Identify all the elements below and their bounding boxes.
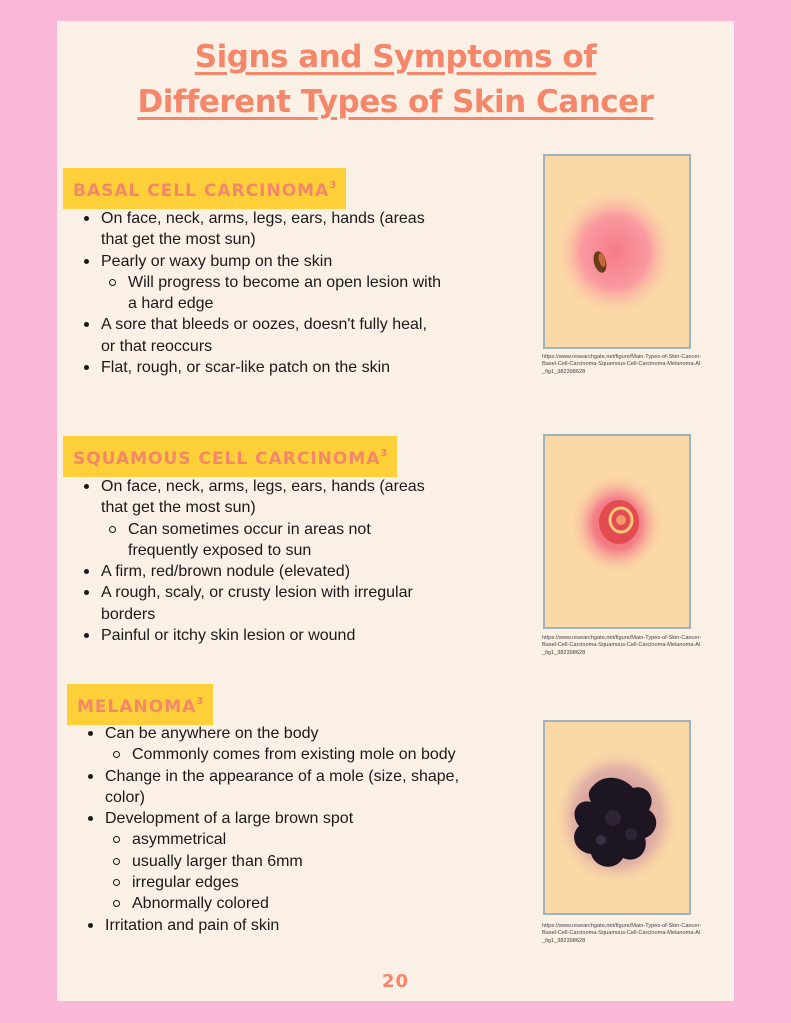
list-item: Abnormally colored	[79, 893, 459, 914]
list-item: Can be anywhere on the body	[79, 723, 459, 744]
list-item: On face, neck, arms, legs, ears, hands (areas that get the most sun)	[75, 476, 445, 519]
squamous-cell-lesion-illustration	[543, 434, 691, 629]
basal-cell-image-caption: https://www.researchgate.net/figure/Main-Types-of-Skin-Cancer-Basel-Cell-Carcinoma-Squamous-Cell-Carcinoma-Melanoma-AI_fig1_382398628	[542, 354, 702, 375]
list-item: irregular edges	[79, 872, 459, 893]
squamous-cell-symptom-list	[75, 476, 445, 646]
title-line-1: Signs and Symptoms of	[194, 39, 597, 75]
list-item: On face, neck, arms, legs, ears, hands (areas that get the most sun)	[75, 208, 445, 251]
melanoma-image-caption: https://www.researchgate.net/figure/Main-Types-of-Skin-Cancer-Basel-Cell-Carcinoma-Squamous-Cell-Carcinoma-Melanoma-AI_fig1_382398628	[542, 923, 702, 944]
list-item: asymmetrical	[79, 829, 459, 850]
list-item: Development of a large brown spot	[79, 808, 459, 829]
melanoma-heading-text: MELANOMA	[77, 697, 197, 717]
melanoma-symptom-list	[79, 723, 459, 936]
list-item: Will progress to become an open lesion with a hard edge	[75, 272, 445, 315]
list-item: A rough, scaly, or crusty lesion with irregular borders	[75, 582, 445, 625]
title-line-2: Different Types of Skin Cancer	[137, 84, 654, 120]
list-item: A firm, red/brown nodule (elevated)	[75, 561, 445, 582]
basal-cell-lesion-illustration	[543, 154, 691, 349]
basal-cell-ref: 3	[329, 180, 337, 191]
list-item: A sore that bleeds or oozes, doesn't fully heal, or that reoccurs	[75, 314, 445, 357]
list-item: Change in the appearance of a mole (size, shape, color)	[79, 766, 459, 809]
document-page	[57, 21, 734, 1001]
list-item: Commonly comes from existing mole on body	[79, 744, 459, 765]
squamous-cell-image-caption: https://www.researchgate.net/figure/Main-Types-of-Skin-Cancer-Basel-Cell-Carcinoma-Squamous-Cell-Carcinoma-Melanoma-AI_fig1_382398628	[542, 635, 702, 656]
list-item: Painful or itchy skin lesion or wound	[75, 625, 445, 646]
basal-cell-heading	[63, 168, 346, 209]
page-number: 20	[381, 971, 410, 992]
page-title	[57, 35, 734, 125]
squamous-cell-heading-text: SQUAMOUS CELL CARCINOMA	[73, 449, 381, 469]
melanoma-ref: 3	[196, 696, 204, 707]
list-item: Flat, rough, or scar-like patch on the skin	[75, 357, 445, 378]
basal-cell-heading-text: BASAL CELL CARCINOMA	[73, 181, 330, 201]
basal-cell-symptom-list	[75, 208, 445, 378]
list-item: Pearly or waxy bump on the skin	[75, 251, 445, 272]
list-item: Irritation and pain of skin	[79, 915, 459, 936]
melanoma-lesion-illustration	[543, 720, 691, 915]
list-item: usually larger than 6mm	[79, 851, 459, 872]
squamous-cell-heading	[63, 436, 397, 477]
melanoma-heading	[67, 684, 213, 725]
squamous-cell-ref: 3	[380, 448, 388, 459]
list-item: Can sometimes occur in areas not frequently exposed to sun	[75, 519, 445, 562]
